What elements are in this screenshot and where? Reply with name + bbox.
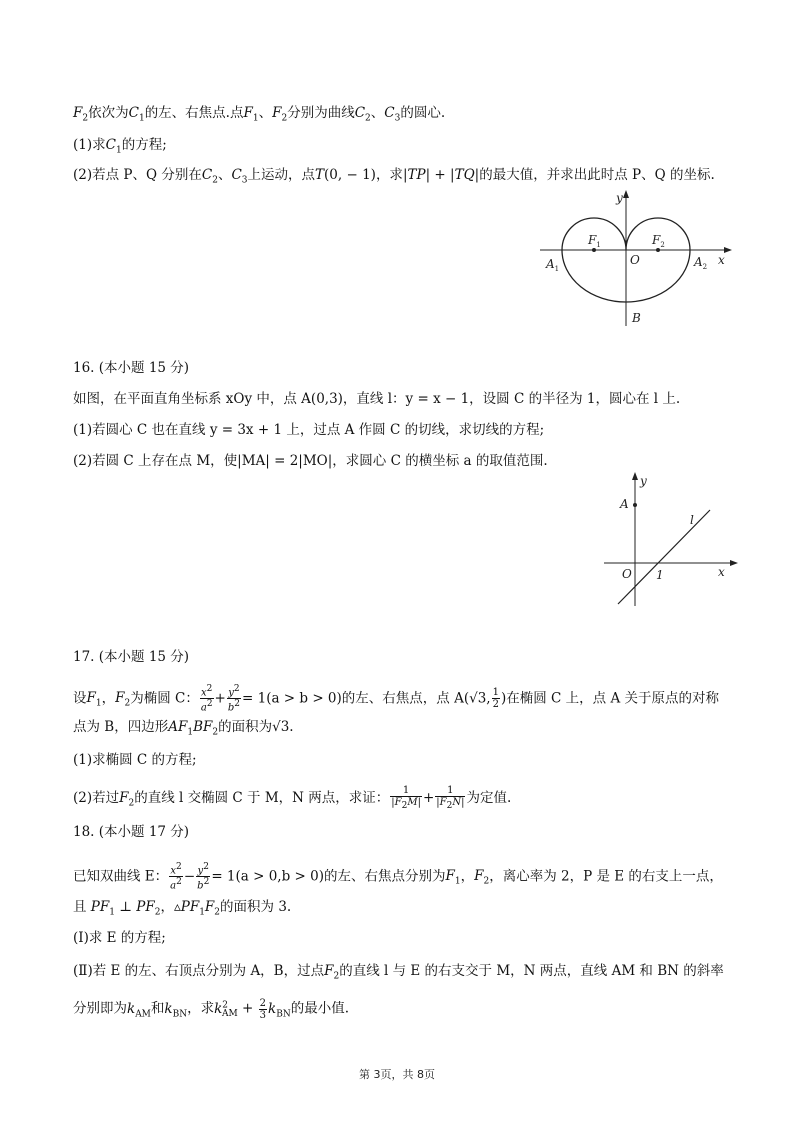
p18-stem-1: 已知双曲线 E： $\frac{x^2}{a^2}$ − $\frac{y^2}{b^2}$ = 1(a > 0,b > 0)的左、右焦点分别为$F_1$，$F_2$，离心率为 2，P 是 E 的右支上一点， [73, 862, 723, 892]
p18-header: 18. (本小题 17 分) [73, 824, 190, 840]
p18-q1: (Ⅰ)求 E 的方程; [73, 930, 166, 946]
p15-F1-label: $F_1$ [588, 233, 601, 249]
p16-header: 16. (本小题 15 分) [73, 360, 190, 376]
p16-stem: 如图，在平面直角坐标系 xOy 中，点 A(0,3)，直线 l：y = x − 1，设圆 C 的半径为 1，圆心在 l 上. [73, 391, 681, 407]
p16-x-label: x [718, 565, 725, 579]
p16-y-label: y [640, 474, 647, 488]
p17-stem-1: 设$F_1$，$F_2$为椭圆 C： $\frac{x^2}{a^2}$ + $\frac{y^2}{b^2}$ = 1(a > b > 0)的左、右焦点，点 A(√3, $\frac{1}{2}$ )在椭圆 C 上，点 A 关于原点的对称 [73, 684, 719, 714]
p15-O-label: O [630, 253, 640, 267]
p18-q2-line1: (Ⅱ)若 E 的左、右顶点分别为 A，B，过点$F_2$的直线 l 与 E 的右支交于 M，N 两点，直线 AM 和 BN 的斜率 [73, 963, 724, 982]
p18-stem-2: 且 $PF_1$ ⊥ $PF_2$，$▵PF_1F_2$的面积为 3. [73, 899, 292, 918]
p15-line1: $F_2$依次为$C_1$的左、右焦点.点$F_1$、$F_2$分别为曲线$C_2$、$C_3$的圆心. [73, 105, 446, 124]
p16-q1: (1)若圆心 C 也在直线 y = 3x + 1 上，过点 A 作圆 C 的切线，求切线的方程; [73, 422, 545, 438]
p17-header: 17. (本小题 15 分) [73, 649, 190, 665]
p15-A2-label: $A_2$ [694, 255, 708, 271]
p15-q2: (2)若点 P、Q 分别在$C_2$、$C_3$上运动，点T(0, − 1)，求|TP| + |TQ|的最大值，并求出此时点 P、Q 的坐标. [73, 167, 715, 186]
p16-O-label: O [622, 567, 632, 581]
p15-q1: (1)求$C_1$的方程; [73, 137, 167, 156]
p16-A-label: A [620, 497, 629, 511]
p15-figure [540, 190, 740, 330]
p15-B-label: B [632, 311, 641, 325]
p16-l-label: l [690, 513, 694, 527]
p16-figure [604, 472, 744, 612]
p17-q1: (1)求椭圆 C 的方程; [73, 752, 197, 768]
page-footer: 第 3页，共 8页 [359, 1068, 435, 1081]
p15-x-label: x [718, 253, 725, 267]
p16-q2: (2)若圆 C 上存在点 M，使|MA| = 2|MO|，求圆心 C 的横坐标 a 的取值范围. [73, 453, 548, 469]
p15-F2-label: $F_2$ [652, 233, 665, 249]
p17-stem-2: 点为 B，四边形$AF_1BF_2$的面积为√3. [73, 719, 294, 738]
p17-q2: (2)若过$F_2$的直线 l 交椭圆 C 于 M，N 两点，求证： $\frac{1}{|F_2M|}$ + $\frac{1}{|F_2N|}$ 为定值. [73, 785, 512, 811]
p18-q2-line2: 分别即为$k_{AM}$和$k_{BN}$，求$k^2_{AM}$ + $\frac{2}{3}$ $k_{BN}$的最小值. [73, 997, 349, 1021]
p15-A1-label: $A_1$ [546, 257, 560, 273]
p16-one-label: 1 [656, 568, 664, 582]
p15-y-label: y [616, 191, 623, 205]
